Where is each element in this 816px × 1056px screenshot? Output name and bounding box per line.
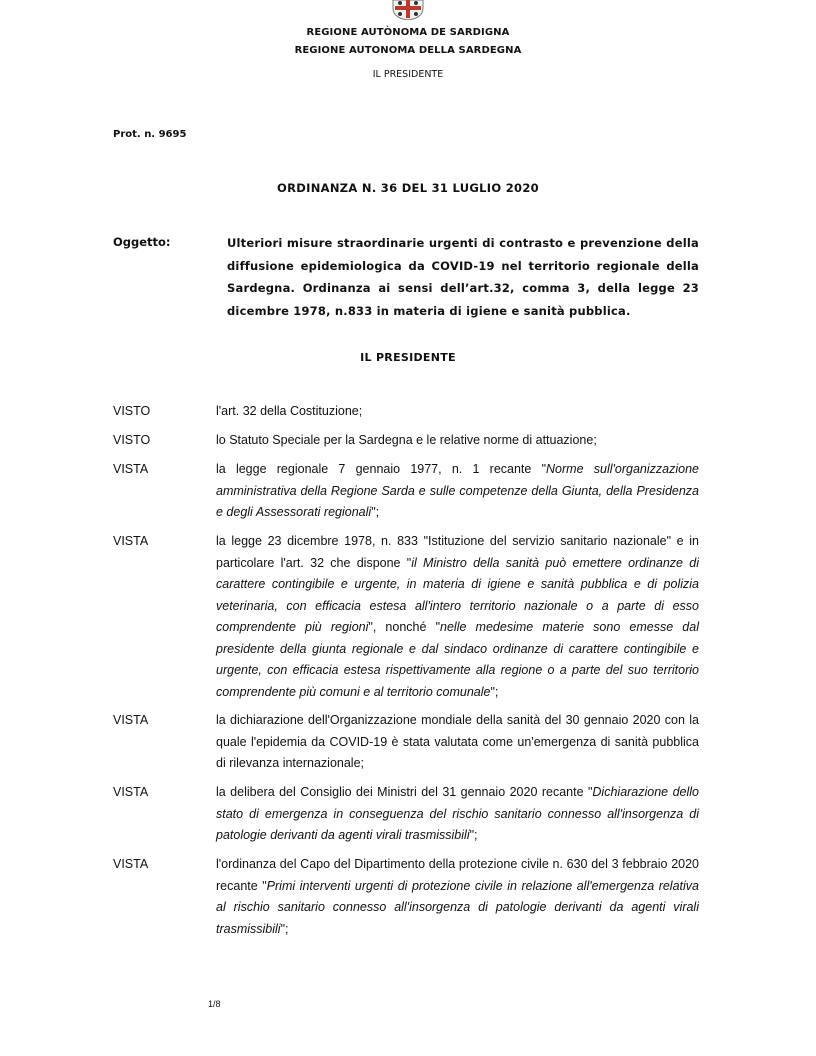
- recital-text-part: lo Statuto Speciale per la Sardegna e le relative norme di attuazione;: [216, 433, 597, 447]
- recital-keyword: VISTA: [113, 713, 149, 727]
- subject-label: Oggetto:: [113, 235, 171, 249]
- recital-text-part: la delibera del Consiglio dei Ministri del 31 gennaio 2020 recante ": [216, 785, 593, 799]
- ordinance-title: ORDINANZA N. 36 DEL 31 LUGLIO 2020: [277, 181, 539, 195]
- recital-keyword: VISTA: [113, 785, 149, 799]
- recital-keyword: VISTO: [113, 433, 151, 447]
- recital-text-italic: Primi interventi urgenti di protezione civile in relazione all'emergenza relativa al rischio sanitario connesso all'insorgenza di patologie derivanti da agenti virali trasmissibili: [216, 878, 699, 936]
- recital-text-part: la dichiarazione dell'Organizzazione mondiale della sanità del 30 gennaio 2020 con la quale l'epidemia da COVID-19 è stata valutata come un'emergenza di sanità pubblica di rilevanza internazionale;: [216, 713, 699, 770]
- recital-text: [216, 401, 699, 423]
- recital-text-part: ";: [469, 828, 478, 842]
- recital-text-part: l'art. 32 della Costituzione;: [216, 404, 363, 418]
- recital-text-part: ";: [371, 505, 380, 519]
- recital-text-part: la legge regionale 7 gennaio 1977, n. 1 recante ": [216, 462, 547, 476]
- recital-text: [216, 459, 699, 524]
- recital-text-part: la legge 23 dicembre 1978, n. 833 "Istituzione del servizio sanitario nazionale" e in particolare l'art. 32 che dispone ": [216, 534, 699, 570]
- recital-text: [216, 430, 699, 452]
- recital-text: [216, 854, 699, 940]
- recital-keyword: VISTA: [113, 534, 149, 548]
- recital-text-italic: Dichiarazione dello stato di emergenza in conseguenza del rischio sanitario connesso all'insorgenza di patologie derivanti da agenti virali trasmissibili: [216, 785, 699, 842]
- recital-text-italic: il Ministro della sanità può emettere ordinanze di carattere contingibile e urgente, in materia di igiene e sanità pubblica e di polizia veterinaria, con efficacia estesa all'intero territorio nazionale o a parte di esso comprendente più regioni: [216, 555, 699, 634]
- region-name-sardinian: REGIONE AUTÒNOMA DE SARDIGNA: [306, 27, 510, 38]
- region-name-italian: REGIONE AUTONOMA DELLA SARDEGNA: [294, 45, 522, 56]
- section-title: IL PRESIDENTE: [360, 351, 456, 364]
- recital-text: [216, 782, 699, 847]
- recital-text-part: ";: [490, 684, 499, 699]
- office-label: IL PRESIDENTE: [372, 69, 444, 80]
- recital-text: [216, 710, 699, 775]
- recital-keyword: VISTO: [113, 404, 151, 418]
- recital-text-italic: nelle medesime materie sono emesse dal presidente della giunta regionale e dal sindaco ordinanze di carattere contingibile e urgente, con efficacia estesa rispettivamente alla regione o a parte del suo territorio comprendente più comuni e al territorio comunale: [216, 620, 699, 699]
- recital-keyword: VISTA: [113, 462, 149, 476]
- recital-keyword: VISTA: [113, 857, 149, 871]
- subject-text: Ulteriori misure straordinarie urgenti di contrasto e prevenzione della diffusione epidemiologica da COVID-19 nel territorio regionale della Sardegna. Ordinanza ai sensi dell’art.32, comma 3, della legge 23 dicembre 1978, n.833 in materia di igiene e sanità pubblica.: [227, 236, 699, 318]
- page-number: 1/8: [208, 999, 221, 1009]
- region-crest-icon: [389, 0, 427, 20]
- recital-text-part: l'ordinanza del Capo del Dipartimento della protezione civile n. 630 del 3 febbraio 2020 recante ": [216, 857, 699, 893]
- recital-text-italic: Norme sull'organizzazione amministrativa della Regione Sarda e sulle competenze della Giunta, della Presidenza e degli Assessorati regionali: [216, 462, 699, 519]
- protocol-number: Prot. n. 9695: [113, 129, 187, 140]
- recital-text-part: ";: [280, 921, 289, 936]
- recital-text: [216, 531, 699, 703]
- recital-text-part: ", nonché ": [368, 620, 441, 634]
